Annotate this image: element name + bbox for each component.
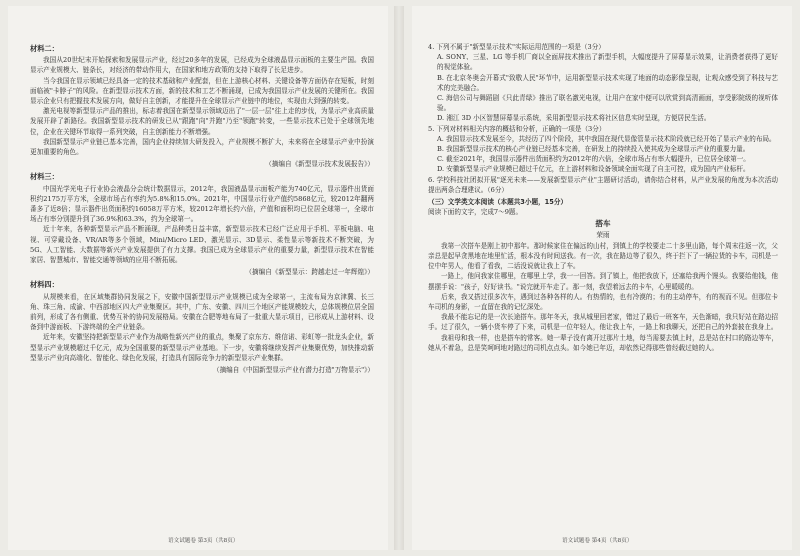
material-4-source: （摘编自《中国新型显示产业有潜力打造"万物显示"》） — [212, 366, 374, 375]
story-title: 搭车 — [595, 219, 611, 229]
left-column — [30, 42, 374, 378]
material-4-paragraph: 从规模来看，在区域集群协同发展之下，安徽中国新型显示产业规模已成为全球第一，主流布局为京津冀、长三角、珠三角、成渝、中西部地区四大产业集聚区。其中，广东、安徽、四川三个地区产能规模较大，总体规模位居全国前列，形成了各有侧重、优势互补的协同发展格局。安徽在合肥等地布局了一批重大显示项目，已形成从上游材料、设备到中游面板、下游终端的全产业链条。 — [30, 292, 374, 332]
right-column — [428, 42, 778, 353]
material-3-title: 材料三： — [30, 172, 59, 182]
question-4-option-b: B. 在北京冬奥会开幕式"致敬人民"环节中，运用新型显示技术实现了地面的动态影像呈现，让观众感受到了科技与艺术的完美融合。 — [437, 73, 778, 92]
question-6: 6. 学校科技社团拟开展"逐光未来——发展新型显示产业"主题研讨活动，请你结合材料，从产业发展的角度为本次活动提出两条合理建议。（6分） — [428, 175, 778, 194]
material-4-title: 材料四： — [30, 280, 59, 290]
story-paragraph: 后来，我又搭过很多次车，遇到过各种各样的人。有热情的，也有冷漠的；有的主动停车，有的视而不见。但那位卡车司机的身影，一直留在我的记忆深处。 — [428, 292, 778, 312]
story-paragraph: 我第一次搭车是刚上初中那年。那时候家住在偏远的山村，到镇上的学校要走二十多里山路，每个周末往返一次，父亲总是起早贪黑地在地里忙活，根本没有时间送我。有一次，我在路边等了很久，终于拦下了一辆拉货的卡车，司机是一位中年男人，他看了看我，二话没说就让我上了车。 — [428, 241, 778, 271]
story-paragraph: 一路上，他问我家住哪里，在哪里上学，我一一回答。到了镇上，他把我放下，还塞给我两个馒头。我要给他钱，他摆摆手说："孩子，好好读书。"说完就开车走了。那一刻，我望着远去的卡车，心里暖暖的。 — [428, 272, 778, 291]
section-3-heading: （三）文学类文本阅读（本题共3小题，15分） — [428, 198, 568, 207]
page-footer-left: 语文试题卷 第3页（共8页） — [168, 538, 239, 544]
question-4-option-d: D. 湘江 3D 小区智慧屏幕显示系统，采用新型显示技术将社区信息实时呈现，方便居民生活。 — [437, 114, 711, 123]
material-3-paragraph: 中国光学光电子行业协会液晶分会统计数据显示，2012年，我国液晶显示面板产能为740亿元，显示器件出货面积约2175万平方米，全球市场占有率约为5.8%和15.0%。2021年，中国显示行业产值约5868亿元，较2012年翻两番多了近8倍；显示器件出货面积约16058万平方米，较2012年增长约六倍，产值和面积均已位居全球第一，全球市场占有率分别提升到了36.9%和63.3%，约为全球第一。 — [30, 184, 374, 224]
material-4-paragraph: 近年来，安徽坚持把新型显示产业作为战略性新兴产业的重点，集聚了京东方、维信诺、彩虹等一批龙头企业，新型显示产业规模超过千亿元，成为全国重要的新型显示产业基地。下一步，安徽将继续发挥产业集聚优势，加快推动新型显示产业向高端化、智能化、绿色化发展，打造具有国际竞争力的新型显示产业集群。 — [30, 333, 374, 362]
question-4-option-c: C. 海信公司与舞蹈剧《只此青绿》推出了联名激光电视，让用户在家中便可以欣赏到高清画面，享受影院级的视听体验。 — [437, 94, 778, 113]
material-3-source: （摘编自《新型显示：跨越走过一年辉煌》） — [245, 268, 374, 277]
material-2-paragraph: 我国新型显示产业链已基本完善，国内企业持续加大研发投入，产业规模不断扩大，未来将在全球显示产业中扮演更加重要的角色。 — [30, 137, 374, 157]
question-5-option-b: B. 我国新型显示技术的核心产业链已经基本完善，在研发上的持续投入使其成为全球显示产业的重要力量。 — [437, 145, 750, 154]
story-paragraph: 我祖母和我一样，也是搭车的常客。她一辈子没有离开过那片土地，每当需要去镇上时，总是站在村口的路边等车，她从不着急，总是笑呵呵地对路过的司机点点头。如今她已年迈，却依然记得那些曾经载过她的人。 — [428, 333, 778, 352]
question-5-option-a: A. 我国显示技术发展至今，共经历了四个阶段，其中我国在现代显像管显示技术阶段就已经开始了显示产业的布局。 — [437, 134, 776, 143]
question-5-option-c: C. 截至2021年，我国显示器件出货面积约为2012年的六倍，全球市场占有率大幅提升，已位居全球第一。 — [437, 155, 750, 164]
material-2-title: 材料二： — [30, 44, 59, 53]
material-2-paragraph: 激光电视等新型显示产品的推出，标志着我国在新型显示领域迈出了"一层一层"往上走的步伐，为显示产业高质量发展开辟了新路径。我国新型显示技术的研发已从"跟跑"向"并跑"乃至"领跑"转变，一些显示技术已处于全球领先地位，企业在关键环节取得一系列突破，自主创新能力不断增强。 — [30, 107, 374, 136]
page-fold — [394, 6, 404, 550]
material-2-paragraph: 当今我国在显示领域已经具备一定的技术基础和产业配套，但在上游核心材料、关键设备等方面仍存在短板，时刻面临被"卡脖子"的风险。在新型显示技术方面，新的技术和工艺不断涌现，已成为我国显示产业发展的关键所在。我国显示企业只有把握技术发展方向，做好自主创新，才能提升在全球显示产业链中的地位，实现由大到强的转变。 — [30, 76, 374, 106]
story-author: 荣雨 — [596, 230, 610, 239]
page-footer-right: 语文试题卷 第4页（共8页） — [562, 538, 633, 544]
question-4-option-a: A. SONY、三星、LG 等手机厂商以全面屏技术推出了新型手机，大幅度提升了屏幕显示效果，让消费者获得了更好的视觉体验。 — [437, 53, 778, 72]
material-3-paragraph: 近十年来，各种新型显示产品不断涌现，产品种类日益丰富，新型显示技术已经广泛应用于手机、平板电脑、电视、可穿戴设备、VR/AR等多个领域，Mini/Micro LED、激光显示、3D显示、柔性显示等新技术不断突破，为5G、人工智能、大数据等新兴产业发展提供了有力支撑。我国已成为全球显示产业的重要力量，新型显示技术在智能家居、智慧城市、智能交通等领域的应用不断拓展。 — [30, 225, 374, 265]
question-5-option-d: D. 安徽新型显示产业规模已超过千亿元，在上游材料和设备领域全面实现了自主可控，成为国内产业标杆。 — [437, 165, 750, 174]
story-paragraph: 我最不能忘记的是一次长途搭车。那年冬天，我从城里回老家，错过了最后一班客车，天色渐暗，我只好站在路边招手。过了很久，一辆小货车停了下来，司机是一位年轻人，他让我上车，一路上和我聊天，还把自己的外套披在我身上。 — [428, 313, 778, 332]
question-5: 5. 下列对材料相关内容的概括和分析，正确的一项是（3分） — [428, 124, 606, 133]
page-left — [8, 6, 388, 550]
question-4: 4. 下列不属于"新型显示技术"实际运用范围的一项是（3分） — [428, 43, 605, 51]
material-2-paragraph: 我国从20世纪末开始探索和发展显示产业，经过20多年的发展，已经成为全球液晶显示面板的主要生产国。我国显示产业规模大、链条长，对经济的带动作用大，在国家和地方政策的支持下取得了长足进步。 — [30, 56, 374, 75]
page-right — [412, 6, 792, 550]
material-2-source: （摘编自《新型显示技术发展报告》） — [265, 160, 374, 169]
section-3-instruction: 阅读下面的文字，完成7～9题。 — [428, 208, 523, 217]
